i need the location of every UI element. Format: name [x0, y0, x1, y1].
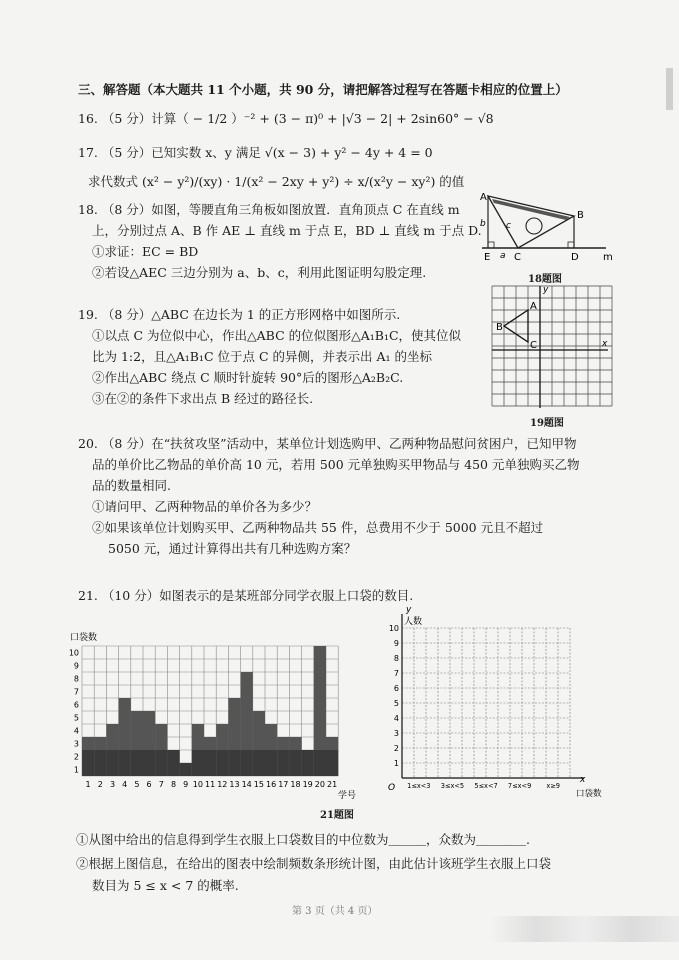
bar-cell [106, 750, 118, 763]
y-tick-label: 9 [73, 661, 79, 671]
question-20-line4: ①请问甲、乙两种物品的单价各为多少？ [92, 499, 318, 514]
bar-cell [192, 737, 204, 750]
section-header: 三、解答题（本大题共 11 个小题，共 90 分，请把解答过程写在答题卡相应的位置上） [78, 82, 568, 97]
y-tick-label: 6 [73, 700, 79, 710]
ruler-marks [492, 199, 570, 220]
bar-cell [119, 763, 131, 776]
axis-x-label: x [602, 339, 608, 349]
y-tick-label: 4 [73, 726, 79, 736]
question-20-line3: 品的数量相同. [92, 478, 171, 493]
bar-cell [253, 737, 265, 750]
question-20-line6: 5050 元，通过计算得出共有几种选购方案？ [108, 541, 357, 556]
question-19-line4: ②作出△ABC 绕点 C 顺时针旋转 90°后的图形△A₂B₂C. [92, 370, 404, 385]
bar-cell [326, 737, 338, 750]
x-tick-label: 9 [183, 780, 189, 789]
x-tick-label: 5≤x<7 [474, 782, 498, 790]
bar-cell [241, 724, 253, 737]
bar-cell [241, 711, 253, 724]
x-tick-label: 5 [134, 780, 140, 789]
bar-cell [131, 724, 143, 737]
question-20-line5: ②如果该单位计划购买甲、乙两种物品共 55 件，总费用不少于 5000 元且不超过 [92, 520, 544, 535]
bar-cell [131, 750, 143, 763]
x-tick-label: 8 [170, 780, 177, 789]
side-a-label: a [500, 251, 506, 261]
bar-cell [228, 750, 240, 763]
question-21-line1: 21. （10 分）如图表示的是某班部分同学衣服上口袋的数目. [78, 588, 414, 603]
bar-cell [143, 750, 155, 763]
x-tick-label: x≥9 [546, 782, 561, 790]
bar-cell [253, 724, 265, 737]
bar-cell [167, 750, 179, 763]
bar-cell [289, 750, 301, 763]
y-tick-label: 6 [393, 684, 399, 693]
bar-cell [241, 750, 253, 763]
bar-cell [119, 698, 131, 711]
question-20-line2: 品的单价比乙物品的单价高 10 元，若用 500 元单独购买甲物品与 450 元单独购买乙物 [92, 457, 580, 472]
frequency-chart [384, 604, 606, 800]
y-tick-label: 7 [393, 669, 399, 678]
y-tick-label: 1 [393, 759, 399, 768]
board-hole [526, 218, 542, 234]
bar-cell [314, 659, 326, 672]
bar-cell [143, 763, 155, 776]
page-edge-mark [666, 68, 673, 110]
x-tick-label: 7 [158, 780, 164, 789]
bar-cell [326, 750, 338, 763]
bar-cell [94, 763, 106, 776]
question-19-line1: 19. （8 分）△ABC 在边长为 1 的正方形网格中如图所示. [78, 307, 401, 322]
y-tick-label: 8 [73, 674, 79, 684]
bar-cell [106, 763, 118, 776]
bar-cell [143, 724, 155, 737]
y-tick-label: 3 [393, 729, 399, 738]
y-tick-label: 1 [73, 765, 79, 775]
point-C-label: C [514, 252, 521, 263]
question-21-sub1: ①从图中给出的信息得到学生衣服上口袋数目的中位数为＿＿＿，众数为＿＿＿＿. [76, 832, 530, 847]
bar-cell [277, 737, 289, 750]
bar-cell [192, 750, 204, 763]
bar-cell [204, 763, 216, 776]
x-tick-label: 11 [205, 780, 216, 789]
y-tick-label: 10 [68, 648, 79, 658]
question-21-sub2: ②根据上图信息，在给出的图表中绘制频数条形统计图，由此估计该班学生衣服上口袋 [76, 856, 552, 871]
bar-cell [155, 724, 167, 737]
bar-cell [241, 672, 253, 685]
y-tick-label: 5 [73, 713, 79, 723]
line-m-label: m [603, 252, 613, 263]
y-tick-label: 2 [393, 744, 399, 753]
bar-cell [131, 763, 143, 776]
question-18-line1: 18. （8 分）如图，等腰直角三角板如图放置．直角顶点 C 在直线 m [78, 202, 460, 217]
bar-cell [143, 711, 155, 724]
point-C-label: C [530, 340, 537, 351]
y-tick-label: 8 [393, 654, 399, 663]
bar-cell [277, 750, 289, 763]
chart2-axis-y: y [406, 605, 412, 615]
x-tick-label: 17 [278, 780, 289, 789]
x-tick-label: 7≤x<9 [507, 782, 532, 790]
chart1-ylabel: 口袋数 [70, 633, 98, 643]
bar-cell [314, 698, 326, 711]
bar-cell [192, 724, 204, 737]
y-tick-label: 2 [73, 752, 79, 762]
bar-cell [106, 724, 118, 737]
x-tick-label: 20 [314, 780, 325, 789]
bar-cell [119, 750, 131, 763]
chart2-origin: O [388, 783, 396, 793]
bar-cell [265, 737, 277, 750]
point-A-label: A [480, 192, 487, 203]
bar-cell [241, 685, 253, 698]
bar-cell [265, 724, 277, 737]
y-tick-label: 3 [73, 739, 79, 749]
bar-cell [314, 646, 326, 659]
x-tick-label: 2 [97, 780, 103, 789]
bar-cell [302, 763, 314, 776]
bar-cell [155, 750, 167, 763]
bar-cell [192, 763, 204, 776]
bar-cell [216, 763, 228, 776]
bar-cell [241, 737, 253, 750]
y-tick-label: 7 [73, 687, 79, 697]
bar-cell [131, 737, 143, 750]
bar-cell [314, 763, 326, 776]
question-17-line1: 17. （5 分）已知实数 x、y 满足 √(x − 3) + y² − 4y + 4 = 0 [78, 145, 433, 160]
bar-cell [314, 737, 326, 750]
bar-cell [253, 711, 265, 724]
bar-cell [326, 763, 338, 776]
bar-cell [265, 750, 277, 763]
bar-cell [302, 750, 314, 763]
bar-cell [253, 750, 265, 763]
x-tick-label: 13 [229, 780, 240, 789]
question-18-line2: 上，分别过点 A、B 作 AE ⊥ 直线 m 于点 E，BD ⊥ 直线 m 于点 D. [92, 223, 482, 238]
side-c-label: c [506, 221, 511, 231]
bar-cell [119, 711, 131, 724]
x-tick-label: 3≤x<5 [440, 782, 465, 790]
axis-y-label: y [543, 285, 549, 295]
x-tick-label: 1 [85, 780, 91, 789]
chart1-xlabel: 学号 [338, 791, 357, 801]
question-17-line2: 求代数式 (x² − y²)/(xy) · 1/(x² − 2xy + y²) ÷ x/(x²y − xy²) 的值 [88, 174, 465, 189]
x-tick-label: 3 [109, 780, 116, 789]
bar-cell [155, 737, 167, 750]
bar-cell [155, 763, 167, 776]
bar-cell [228, 698, 240, 711]
bar-cell [314, 750, 326, 763]
y-tick-label: 10 [388, 624, 399, 633]
figure-18-caption: 18题图 [528, 274, 562, 285]
pocket-chart [70, 632, 366, 804]
bar-cell [94, 737, 106, 750]
question-18-line4: ②若设△AEC 三边分别为 a、b、c，利用此图证明勾股定理. [92, 265, 427, 280]
page-footer: 第 3 页（共 4 页） [292, 906, 378, 917]
figure-19-caption: 19题图 [530, 418, 564, 429]
bar-cell [241, 698, 253, 711]
bar-cell [94, 750, 106, 763]
figure-19 [484, 282, 614, 414]
y-tick-label: 5 [393, 699, 399, 708]
bar-cell [216, 737, 228, 750]
point-A-label: A [530, 301, 537, 312]
bar-cell [82, 750, 94, 763]
bar-cell [289, 763, 301, 776]
bar-cell [119, 737, 131, 750]
question-21-sub3: 数目为 5 ≤ x < 7 的概率. [92, 878, 239, 893]
question-19-line5: ③在②的条件下求出点 B 经过的路径长. [92, 391, 314, 406]
question-18-line3: ①求证：EC = BD [92, 244, 199, 259]
watermark-blur [489, 916, 679, 942]
bar-cell [216, 724, 228, 737]
x-tick-label: 18 [290, 780, 301, 789]
bar-cell [228, 724, 240, 737]
bar-cell [228, 763, 240, 776]
x-tick-label: 16 [266, 780, 277, 789]
bar-cell [82, 763, 94, 776]
figure-21-caption: 21题图 [320, 810, 354, 821]
bar-cell [314, 711, 326, 724]
bar-cell [82, 737, 94, 750]
point-B-label: B [577, 210, 584, 221]
chart2-axis-x: x [580, 775, 586, 785]
bar-cell [131, 711, 143, 724]
bar-cell [289, 737, 301, 750]
bar-cell [228, 737, 240, 750]
question-19-line2: ①以点 C 为位似中心，作出△ABC 的位似图形△A₁B₁C，使其位似 [92, 328, 462, 343]
question-19-line3: 比为 1:2，且△A₁B₁C 位于点 C 的异侧，并表示出 A₁ 的坐标 [92, 349, 432, 364]
bar-cell [265, 763, 277, 776]
bar-cell [228, 711, 240, 724]
bar-cell [119, 724, 131, 737]
side-b-label: b [480, 219, 486, 229]
bar-cell [277, 763, 289, 776]
x-tick-label: 14 [241, 780, 252, 789]
x-tick-label: 10 [192, 780, 203, 789]
point-D-label: D [571, 252, 579, 263]
point-E-label: E [484, 252, 491, 263]
question-16: 16. （5 分）计算（ − 1/2 ）⁻² + (3 − π)⁰ + |√3 − 2| + 2sin60° − √8 [78, 111, 494, 126]
x-tick-label: 15 [253, 780, 264, 789]
bar-cell [204, 737, 216, 750]
x-tick-label: 4 [122, 780, 128, 789]
bar-cell [241, 763, 253, 776]
x-tick-label: 21 [327, 780, 338, 789]
bar-cell [143, 737, 155, 750]
chart2-ylabel: 人数 [404, 617, 423, 627]
question-20-line1: 20. （8 分）在“扶贫攻坚”活动中，某单位计划选购甲、乙两种物品慰问贫困户，已知甲物 [78, 436, 577, 451]
x-tick-label: 1≤x<3 [407, 782, 431, 790]
bar-cell [314, 724, 326, 737]
bar-cell [180, 763, 192, 776]
point-B-label: B [496, 322, 503, 333]
bar-cell [204, 750, 216, 763]
x-tick-label: 6 [146, 780, 152, 789]
bar-cell [106, 737, 118, 750]
x-tick-label: 12 [217, 780, 228, 789]
bar-cell [314, 672, 326, 685]
y-tick-label: 4 [393, 714, 399, 723]
chart2-xlabel: 口袋数 [576, 789, 602, 799]
bar-cell [253, 763, 265, 776]
bar-cell [216, 750, 228, 763]
x-tick-label: 19 [302, 780, 313, 789]
bar-cell [314, 685, 326, 698]
bar-cell [167, 763, 179, 776]
y-tick-label: 9 [393, 639, 399, 648]
figure-18 [478, 190, 618, 270]
